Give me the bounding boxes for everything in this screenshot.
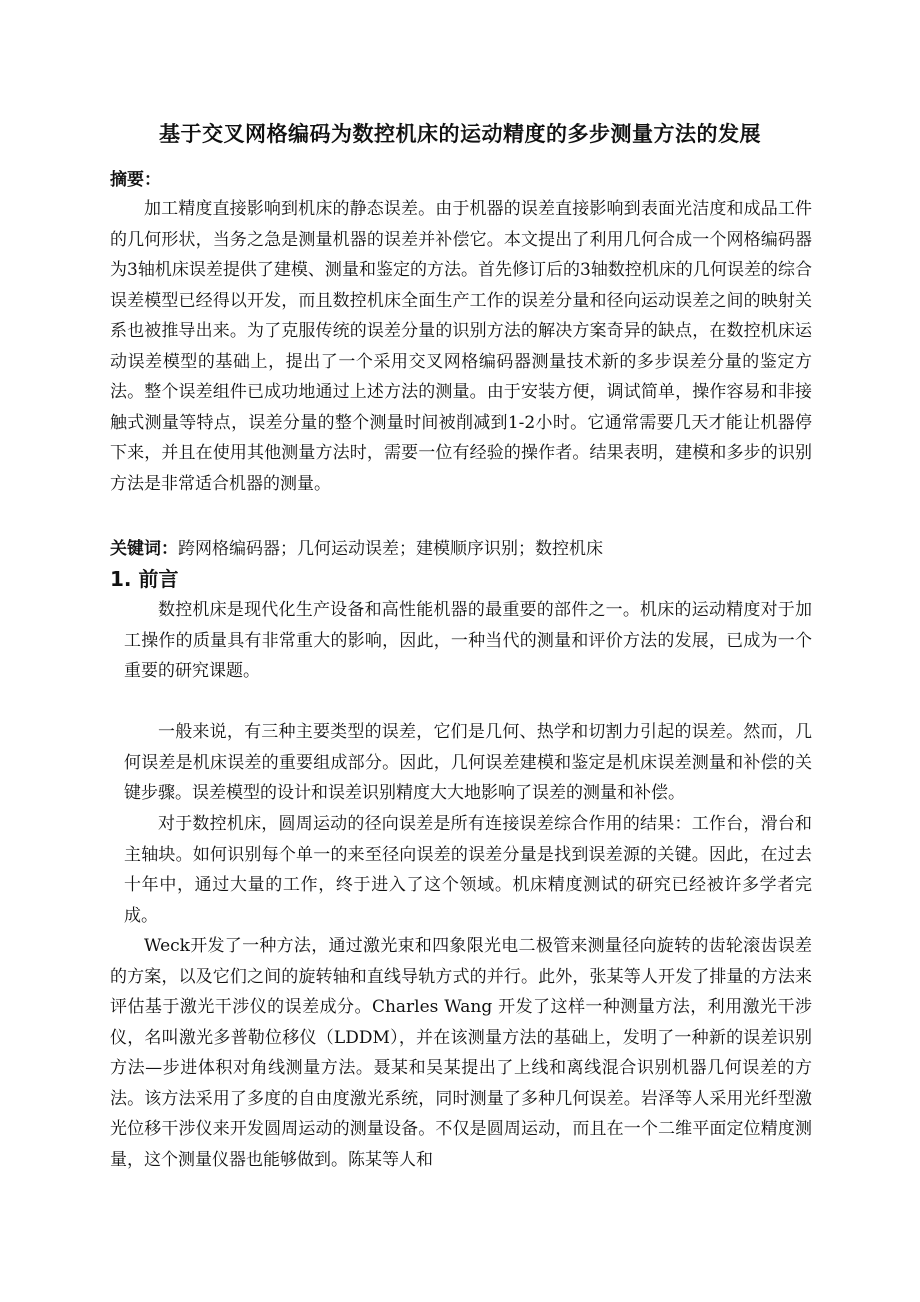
keywords-label: 关键词： (110, 539, 178, 559)
body-paragraph-2: 一般来说，有三种主要类型的误差，它们是几何、热学和切割力引起的误差。然而，几何误差是机床误差的重要组成部分。因此，几何误差建模和鉴定是机床误差测量和补偿的关键步骤。误差模型的设计和误差识别精度大大地影响了误差的测量和补偿。 (124, 722, 812, 803)
body-paragraph-1: 数控机床是现代化生产设备和高性能机器的最重要的部件之一。机床的运动精度对于加工操作的质量具有非常重大的影响，因此，一种当代的测量和评价方法的发展，已成为一个重要的研究课题。 (124, 600, 812, 681)
paper-title: 基于交叉网格编码为数控机床的运动精度的多步测量方法的发展 (159, 122, 761, 146)
abstract-label: 摘要： (110, 170, 161, 190)
keywords-text: 跨网格编码器；几何运动误差；建模顺序识别；数控机床 (178, 539, 603, 559)
abstract-text: 加工精度直接影响到机床的静态误差。由于机器的误差直接影响到表面光洁度和成品工件的几何形状，当务之急是测量机器的误差并补偿它。本文提出了利用几何合成一个网格编码器为3轴机床误差提供了建模、测量和鉴定的方法。首先修订后的3轴数控机床的几何误差的综合误差模型已经得以开发，而且数控机床全面生产工作的误差分量和径向运动误差之间的映射关系也被推导出来。为了克服传统的误差分量的识别方法的解决方案奇异的缺点，在数控机床运动误差模型的基础上，提出了一个采用交叉网格编码器测量技术新的多步误差分量的鉴定方法。整个误差组件已成功地通过上述方法的测量。由于安装方便，调试简单，操作容易和非接触式测量等特点，误差分量的整个测量时间被削减到1-2小时。它通常需要几天才能让机器停下来，并且在使用其他测量方法时，需要一位有经验的操作者。结果表明，建模和多步的识别方法是非常适合机器的测量。 (110, 199, 812, 494)
keywords-line (110, 536, 812, 562)
section-heading: 1. 前言 (110, 567, 179, 591)
body-paragraph-4: Weck开发了一种方法，通过激光束和四象限光电二极管来测量径向旋转的齿轮滚齿误差的方案，以及它们之间的旋转轴和直线导轨方式的并行。此外，张某等人开发了排量的方法来评估基于激光干涉仪的误差成分。Charles Wang 开发了这样一种测量方法，利用激光干涉仪，名叫激光多普勒位移仪（LDDM），并在该测量方法的基础上，发明了一种新的误差识别方法—步进体积对角线测量方法。聂某和吴某提出了上线和离线混合识别机器几何误差的方法。该方法采用了多度的自由度激光系统，同时测量了多种几何误差。岩泽等人采用光纤型激光位移干涉仪来开发圆周运动的测量设备。不仅是圆周运动，而且在一个二维平面定位精度测量，这个测量仪器也能够做到。陈某等人和 (110, 936, 812, 1170)
body-paragraph-3: 对于数控机床，圆周运动的径向误差是所有连接误差综合作用的结果：工作台，滑台和主轴块。如何识别每个单一的来至径向误差的误差分量是找到误差源的关键。因此，在过去十年中，通过大量的工作，终于进入了这个领域。机床精度测试的研究已经被许多学者完成。 (124, 814, 812, 926)
